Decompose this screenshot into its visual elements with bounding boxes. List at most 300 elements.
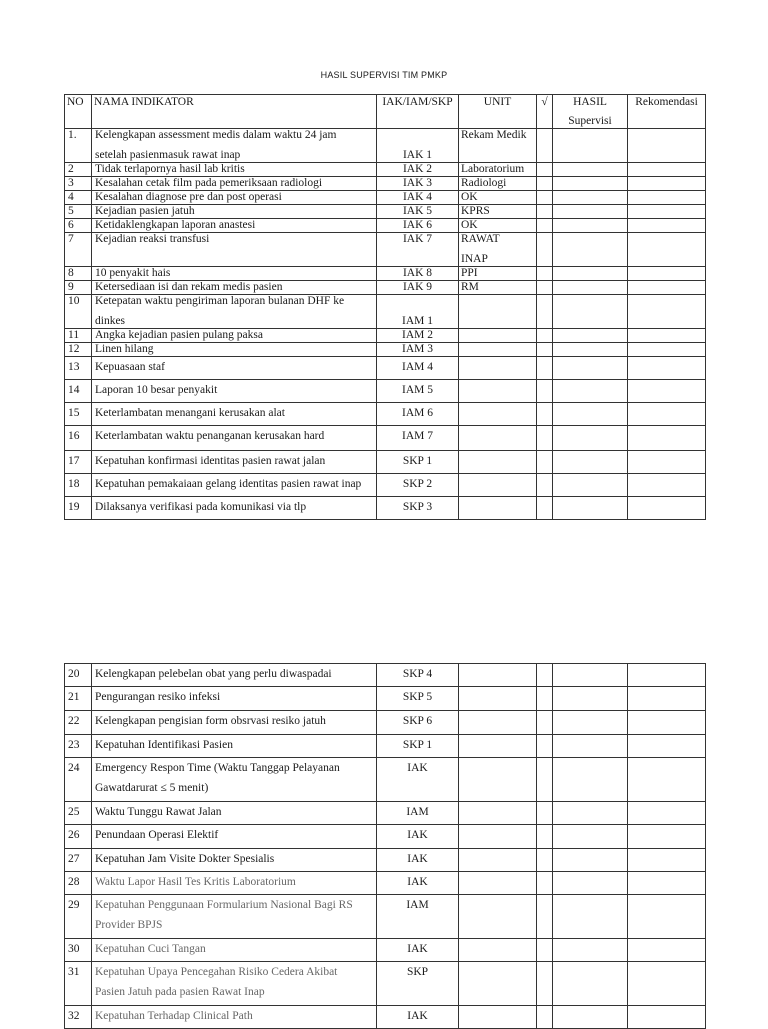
unit-cell bbox=[459, 451, 537, 474]
indicator-name bbox=[92, 219, 377, 233]
rekomendasi-cell bbox=[628, 403, 706, 426]
check-cell bbox=[537, 451, 553, 474]
row-number: 5 bbox=[65, 205, 92, 219]
indicator-name bbox=[92, 1006, 377, 1029]
row-number: 7 bbox=[65, 233, 92, 267]
hasil-supervisi-cell bbox=[553, 205, 628, 219]
indicator-code: SKP 3 bbox=[377, 497, 459, 520]
indicator-code: IAM 2 bbox=[377, 329, 459, 343]
check-cell bbox=[537, 329, 553, 343]
unit-cell bbox=[459, 687, 537, 711]
indicator-name-line: Pasien Jatuh pada pasien Rawat Inap bbox=[95, 986, 265, 998]
hasil-supervisi-cell bbox=[553, 664, 628, 687]
indicator-name-line: Kepatuhan Upaya Pencegahan Risiko Cedera Akibat bbox=[95, 966, 338, 978]
check-cell bbox=[537, 962, 553, 1006]
indicator-code: IAK 9 bbox=[377, 281, 459, 295]
check-cell bbox=[537, 163, 553, 177]
rekomendasi-cell bbox=[628, 939, 706, 962]
table-row bbox=[65, 497, 706, 520]
indicator-name bbox=[92, 664, 377, 687]
table-row bbox=[65, 872, 706, 895]
indicator-name bbox=[92, 939, 377, 962]
indicator-name-line: Ketepatan waktu pengiriman laporan bulanan DHF ke bbox=[95, 295, 345, 307]
indicator-code: SKP 5 bbox=[377, 687, 459, 711]
indicator-name bbox=[92, 267, 377, 281]
indicator-name bbox=[92, 177, 377, 191]
table-row bbox=[65, 219, 706, 233]
hasil-supervisi-cell bbox=[553, 849, 628, 872]
indicator-name-line: Kepatuhan Terhadap Clinical Path bbox=[95, 1010, 253, 1022]
rekomendasi-cell bbox=[628, 329, 706, 343]
row-number: 22 bbox=[65, 711, 92, 735]
rekomendasi-cell bbox=[628, 267, 706, 281]
hasil-supervisi-cell bbox=[553, 163, 628, 177]
header-kode: IAK/IAM/SKP bbox=[377, 95, 459, 129]
indicator-name-line: Kepatuhan Cuci Tangan bbox=[95, 943, 206, 955]
indicator-name bbox=[92, 825, 377, 849]
indicator-name bbox=[92, 895, 377, 939]
indicator-code: IAM 3 bbox=[377, 343, 459, 357]
indicator-name-line: Kepatuhan pemakaiaan gelang identitas pasien rawat inap bbox=[95, 478, 362, 490]
table-row bbox=[65, 163, 706, 177]
row-number: 11 bbox=[65, 329, 92, 343]
header-check: √ bbox=[537, 95, 553, 129]
indicator-name-line: Kesalahan diagnose pre dan post operasi bbox=[95, 191, 282, 203]
unit-cell bbox=[459, 895, 537, 939]
indicator-name-line: Dilaksanya verifikasi pada komunikasi via tlp bbox=[95, 501, 307, 513]
indicator-code: IAK 3 bbox=[377, 177, 459, 191]
unit-cell bbox=[459, 802, 537, 825]
indicator-name bbox=[92, 426, 377, 451]
unit-cell bbox=[459, 962, 537, 1006]
check-cell bbox=[537, 295, 553, 329]
check-cell bbox=[537, 219, 553, 233]
indicator-code: IAK bbox=[377, 1006, 459, 1029]
indicator-name-line: Keterlambatan waktu penanganan kerusakan hard bbox=[95, 430, 325, 442]
check-cell bbox=[537, 895, 553, 939]
indicator-name-line: dinkes bbox=[95, 315, 126, 327]
indicator-code: IAM 1 bbox=[377, 295, 459, 329]
hasil-supervisi-cell bbox=[553, 497, 628, 520]
indicator-name bbox=[92, 281, 377, 295]
table-row bbox=[65, 802, 706, 825]
table-row bbox=[65, 191, 706, 205]
table-row bbox=[65, 711, 706, 735]
rekomendasi-cell bbox=[628, 451, 706, 474]
unit-line: Rekam Medik bbox=[461, 129, 527, 141]
row-number: 30 bbox=[65, 939, 92, 962]
unit-line: RAWAT bbox=[461, 233, 500, 245]
indicator-name bbox=[92, 758, 377, 802]
rekomendasi-cell bbox=[628, 711, 706, 735]
hasil-supervisi-cell bbox=[553, 1006, 628, 1029]
hasil-supervisi-cell bbox=[553, 267, 628, 281]
row-number: 26 bbox=[65, 825, 92, 849]
unit-cell bbox=[459, 735, 537, 758]
unit-cell bbox=[459, 939, 537, 962]
hasil-supervisi-cell bbox=[553, 687, 628, 711]
row-number: 1. bbox=[65, 129, 92, 163]
indicator-name bbox=[92, 687, 377, 711]
check-cell bbox=[537, 233, 553, 267]
header-hasil: HASIL bbox=[573, 96, 607, 108]
table-row bbox=[65, 380, 706, 403]
indicator-name bbox=[92, 735, 377, 758]
indicator-code: SKP 2 bbox=[377, 474, 459, 497]
unit-cell bbox=[459, 426, 537, 451]
row-number: 6 bbox=[65, 219, 92, 233]
hasil-supervisi-cell bbox=[553, 802, 628, 825]
rekomendasi-cell bbox=[628, 219, 706, 233]
header-unit: UNIT bbox=[459, 95, 537, 129]
header-rekomendasi: Rekomendasi bbox=[628, 95, 706, 129]
table-row bbox=[65, 939, 706, 962]
unit-cell bbox=[459, 281, 537, 295]
indicator-name bbox=[92, 474, 377, 497]
check-cell bbox=[537, 939, 553, 962]
row-number: 3 bbox=[65, 177, 92, 191]
rekomendasi-cell bbox=[628, 1006, 706, 1029]
unit-cell bbox=[459, 295, 537, 329]
unit-cell bbox=[459, 872, 537, 895]
indicator-name-line: Tidak terlapornya hasil lab kritis bbox=[95, 163, 245, 175]
check-cell bbox=[537, 497, 553, 520]
check-cell bbox=[537, 267, 553, 281]
hasil-supervisi-cell bbox=[553, 177, 628, 191]
row-number: 20 bbox=[65, 664, 92, 687]
unit-line: RM bbox=[461, 281, 479, 293]
hasil-supervisi-cell bbox=[553, 295, 628, 329]
unit-cell bbox=[459, 205, 537, 219]
check-cell bbox=[537, 357, 553, 380]
row-number: 13 bbox=[65, 357, 92, 380]
indicator-table-2 bbox=[64, 663, 706, 1029]
table-row bbox=[65, 825, 706, 849]
indicator-code: IAM 4 bbox=[377, 357, 459, 380]
check-cell bbox=[537, 426, 553, 451]
indicator-name-line: Emergency Respon Time (Waktu Tanggap Pelayanan bbox=[95, 762, 340, 774]
unit-cell bbox=[459, 849, 537, 872]
row-number: 15 bbox=[65, 403, 92, 426]
indicator-code: IAM 7 bbox=[377, 426, 459, 451]
table-row bbox=[65, 474, 706, 497]
table-row bbox=[65, 129, 706, 163]
unit-cell bbox=[459, 403, 537, 426]
table-row bbox=[65, 205, 706, 219]
hasil-supervisi-cell bbox=[553, 426, 628, 451]
indicator-code: IAK bbox=[377, 849, 459, 872]
indicator-code: IAK bbox=[377, 758, 459, 802]
unit-line: PPI bbox=[461, 267, 478, 279]
unit-cell bbox=[459, 711, 537, 735]
unit-cell bbox=[459, 233, 537, 267]
check-cell bbox=[537, 872, 553, 895]
rekomendasi-cell bbox=[628, 962, 706, 1006]
unit-cell bbox=[459, 163, 537, 177]
check-cell bbox=[537, 849, 553, 872]
indicator-name-line: Kepuasaan staf bbox=[95, 361, 165, 373]
line-gap bbox=[461, 246, 534, 253]
indicator-name-line: Kepatuhan Jam Visite Dokter Spesialis bbox=[95, 853, 275, 865]
unit-cell bbox=[459, 825, 537, 849]
rekomendasi-cell bbox=[628, 825, 706, 849]
hasil-supervisi-cell bbox=[553, 357, 628, 380]
unit-cell bbox=[459, 758, 537, 802]
line-gap bbox=[95, 308, 374, 315]
document-title: HASIL SUPERVISI TIM PMKP bbox=[320, 70, 448, 80]
header-supervisi: Supervisi bbox=[568, 115, 612, 127]
indicator-name-line: Waktu Tunggu Rawat Jalan bbox=[95, 806, 222, 818]
indicator-name bbox=[92, 357, 377, 380]
check-cell bbox=[537, 687, 553, 711]
unit-cell bbox=[459, 474, 537, 497]
rekomendasi-cell bbox=[628, 497, 706, 520]
table-row bbox=[65, 664, 706, 687]
indicator-name bbox=[92, 872, 377, 895]
row-number: 12 bbox=[65, 343, 92, 357]
check-cell bbox=[537, 735, 553, 758]
hasil-supervisi-cell bbox=[553, 939, 628, 962]
check-cell bbox=[537, 474, 553, 497]
indicator-code: SKP bbox=[377, 962, 459, 1006]
rekomendasi-cell bbox=[628, 205, 706, 219]
rekomendasi-cell bbox=[628, 163, 706, 177]
unit-cell bbox=[459, 380, 537, 403]
indicator-code: IAK 1 bbox=[377, 129, 459, 163]
rekomendasi-cell bbox=[628, 295, 706, 329]
rekomendasi-cell bbox=[628, 849, 706, 872]
row-number: 32 bbox=[65, 1006, 92, 1029]
hasil-supervisi-cell bbox=[553, 403, 628, 426]
indicator-code: IAK bbox=[377, 825, 459, 849]
indicator-name bbox=[92, 129, 377, 163]
unit-cell bbox=[459, 191, 537, 205]
rekomendasi-cell bbox=[628, 426, 706, 451]
row-number: 18 bbox=[65, 474, 92, 497]
hasil-supervisi-cell bbox=[553, 474, 628, 497]
table-row bbox=[65, 267, 706, 281]
table-row bbox=[65, 329, 706, 343]
table-row bbox=[65, 962, 706, 1006]
unit-cell bbox=[459, 177, 537, 191]
rekomendasi-cell bbox=[628, 177, 706, 191]
rekomendasi-cell bbox=[628, 872, 706, 895]
hasil-supervisi-cell bbox=[553, 380, 628, 403]
hasil-supervisi-cell bbox=[553, 219, 628, 233]
indicator-name bbox=[92, 497, 377, 520]
indicator-code: SKP 1 bbox=[377, 451, 459, 474]
indicator-code: IAK bbox=[377, 872, 459, 895]
indicator-name bbox=[92, 849, 377, 872]
indicator-name bbox=[92, 403, 377, 426]
indicator-name-line: Ketersediaan isi dan rekam medis pasien bbox=[95, 281, 283, 293]
unit-cell bbox=[459, 1006, 537, 1029]
rekomendasi-cell bbox=[628, 735, 706, 758]
unit-cell bbox=[459, 664, 537, 687]
indicator-name bbox=[92, 962, 377, 1006]
hasil-supervisi-cell bbox=[553, 895, 628, 939]
hasil-supervisi-cell bbox=[553, 962, 628, 1006]
indicator-code: IAK 2 bbox=[377, 163, 459, 177]
indicator-name bbox=[92, 191, 377, 205]
hasil-supervisi-cell bbox=[553, 711, 628, 735]
indicator-code: IAK 7 bbox=[377, 233, 459, 267]
rekomendasi-cell bbox=[628, 191, 706, 205]
check-cell bbox=[537, 802, 553, 825]
indicator-name bbox=[92, 233, 377, 267]
table-row bbox=[65, 295, 706, 329]
unit-cell bbox=[459, 129, 537, 163]
indicator-name-line: Kesalahan cetak film pada pemeriksaan radiologi bbox=[95, 177, 323, 189]
indicator-name-line: Gawatdarurat ≤ 5 menit) bbox=[95, 782, 209, 794]
hasil-supervisi-cell bbox=[553, 329, 628, 343]
hasil-supervisi-cell bbox=[553, 758, 628, 802]
unit-cell bbox=[459, 219, 537, 233]
table-row bbox=[65, 177, 706, 191]
rekomendasi-cell bbox=[628, 664, 706, 687]
row-number: 19 bbox=[65, 497, 92, 520]
row-number: 29 bbox=[65, 895, 92, 939]
row-number: 17 bbox=[65, 451, 92, 474]
indicator-name-line: Kelengkapan pengisian form obsrvasi resiko jatuh bbox=[95, 715, 326, 727]
indicator-code: IAM bbox=[377, 895, 459, 939]
unit-line: KPRS bbox=[461, 205, 490, 217]
header-hasil-supervisi bbox=[553, 95, 628, 129]
indicator-code: IAM 6 bbox=[377, 403, 459, 426]
indicator-code: SKP 4 bbox=[377, 664, 459, 687]
indicator-name bbox=[92, 205, 377, 219]
row-number: 24 bbox=[65, 758, 92, 802]
hasil-supervisi-cell bbox=[553, 129, 628, 163]
check-cell bbox=[537, 343, 553, 357]
rekomendasi-cell bbox=[628, 802, 706, 825]
row-number: 21 bbox=[65, 687, 92, 711]
check-cell bbox=[537, 825, 553, 849]
row-number: 9 bbox=[65, 281, 92, 295]
indicator-code: IAM bbox=[377, 802, 459, 825]
row-number: 27 bbox=[65, 849, 92, 872]
indicator-name bbox=[92, 802, 377, 825]
unit-cell bbox=[459, 343, 537, 357]
unit-cell bbox=[459, 329, 537, 343]
indicator-name-line: Kepatuhan Penggunaan Formularium Nasional Bagi RS bbox=[95, 899, 353, 911]
check-cell bbox=[537, 711, 553, 735]
indicator-name-line: Laporan 10 besar penyakit bbox=[95, 384, 218, 396]
indicator-code: SKP 1 bbox=[377, 735, 459, 758]
unit-cell bbox=[459, 357, 537, 380]
rekomendasi-cell bbox=[628, 687, 706, 711]
hasil-supervisi-cell bbox=[553, 872, 628, 895]
indicator-code: IAK 6 bbox=[377, 219, 459, 233]
check-cell bbox=[537, 403, 553, 426]
check-cell bbox=[537, 177, 553, 191]
table-row bbox=[65, 343, 706, 357]
table-row bbox=[65, 1006, 706, 1029]
unit-line: OK bbox=[461, 191, 478, 203]
row-number: 10 bbox=[65, 295, 92, 329]
indicator-code: IAK 5 bbox=[377, 205, 459, 219]
check-cell bbox=[537, 281, 553, 295]
row-number: 8 bbox=[65, 267, 92, 281]
hasil-supervisi-cell bbox=[553, 825, 628, 849]
indicator-name-line: Waktu Lapor Hasil Tes Kritis Laboratorium bbox=[95, 876, 296, 888]
hasil-supervisi-cell bbox=[553, 191, 628, 205]
row-number: 14 bbox=[65, 380, 92, 403]
unit-line: Radiologi bbox=[461, 177, 507, 189]
indicator-name bbox=[92, 343, 377, 357]
line-gap bbox=[95, 142, 374, 149]
check-cell bbox=[537, 380, 553, 403]
table-header-row bbox=[65, 95, 706, 129]
indicator-name bbox=[92, 711, 377, 735]
unit-line: Laboratorium bbox=[461, 163, 525, 175]
hasil-supervisi-cell bbox=[553, 343, 628, 357]
row-number: 28 bbox=[65, 872, 92, 895]
header-nama-indikator: NAMA INDIKATOR bbox=[92, 95, 377, 129]
check-cell bbox=[537, 664, 553, 687]
indicator-name-line: Kejadian reaksi transfusi bbox=[95, 233, 210, 245]
row-number: 4 bbox=[65, 191, 92, 205]
hasil-supervisi-cell bbox=[553, 281, 628, 295]
check-cell bbox=[537, 191, 553, 205]
indicator-name bbox=[92, 380, 377, 403]
rekomendasi-cell bbox=[628, 758, 706, 802]
indicator-name-line: Penundaan Operasi Elektif bbox=[95, 829, 219, 841]
indicator-name-line: Linen hilang bbox=[95, 343, 154, 355]
row-number: 16 bbox=[65, 426, 92, 451]
indicator-name bbox=[92, 451, 377, 474]
rekomendasi-cell bbox=[628, 474, 706, 497]
indicator-name-line: Provider BPJS bbox=[95, 919, 163, 931]
indicator-code: IAK bbox=[377, 939, 459, 962]
row-number: 25 bbox=[65, 802, 92, 825]
rekomendasi-cell bbox=[628, 233, 706, 267]
rekomendasi-cell bbox=[628, 357, 706, 380]
indicator-name-line: Kelengkapan pelebelan obat yang perlu diwaspadai bbox=[95, 668, 332, 680]
check-cell bbox=[537, 205, 553, 219]
table-row bbox=[65, 357, 706, 380]
indicator-code: IAM 5 bbox=[377, 380, 459, 403]
check-cell bbox=[537, 758, 553, 802]
table-row bbox=[65, 451, 706, 474]
table-row bbox=[65, 687, 706, 711]
rekomendasi-cell bbox=[628, 281, 706, 295]
row-number: 23 bbox=[65, 735, 92, 758]
indicator-name-line: Pengurangan resiko infeksi bbox=[95, 691, 221, 703]
indicator-name-line: Keterlambatan menangani kerusakan alat bbox=[95, 407, 285, 419]
indicator-name-line: setelah pasienmasuk rawat inap bbox=[95, 149, 241, 161]
table-row bbox=[65, 895, 706, 939]
table-row bbox=[65, 426, 706, 451]
indicator-name bbox=[92, 295, 377, 329]
check-cell bbox=[537, 1006, 553, 1029]
header-no: NO bbox=[65, 95, 92, 129]
unit-line: OK bbox=[461, 219, 478, 231]
table-row bbox=[65, 735, 706, 758]
table-row bbox=[65, 403, 706, 426]
table-row bbox=[65, 849, 706, 872]
rekomendasi-cell bbox=[628, 895, 706, 939]
indicator-name-line: Kejadian pasien jatuh bbox=[95, 205, 195, 217]
indicator-name bbox=[92, 329, 377, 343]
unit-cell bbox=[459, 497, 537, 520]
unit-line: INAP bbox=[461, 253, 488, 265]
indicator-table-1 bbox=[64, 94, 706, 520]
unit-cell bbox=[459, 267, 537, 281]
hasil-supervisi-cell bbox=[553, 233, 628, 267]
indicator-name-line: Angka kejadian pasien pulang paksa bbox=[95, 329, 263, 341]
hasil-supervisi-cell bbox=[553, 451, 628, 474]
